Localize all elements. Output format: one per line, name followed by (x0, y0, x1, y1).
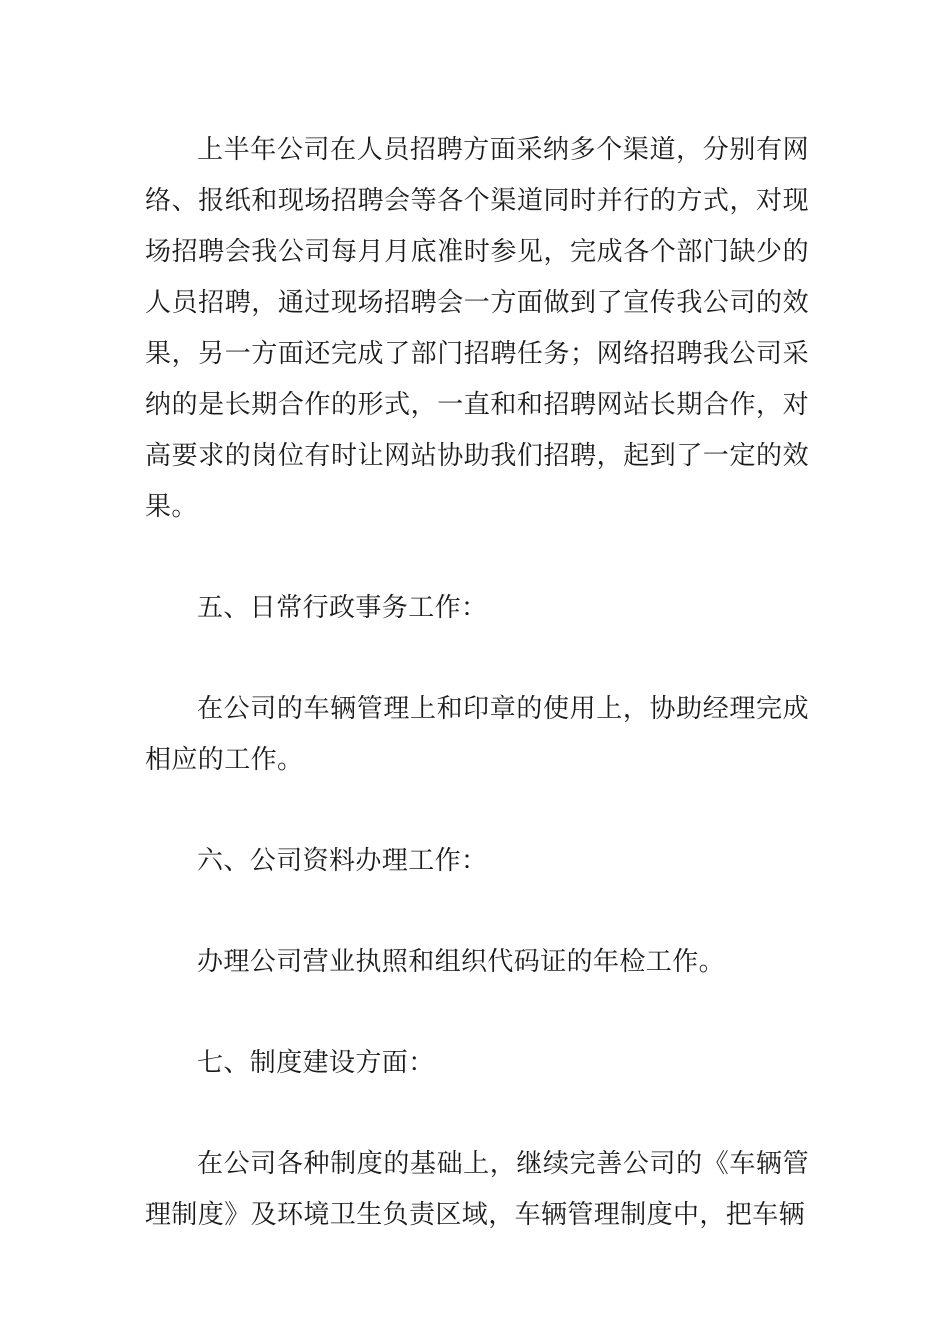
paragraph-spacer (145, 634, 809, 684)
section-heading-system-building: 七、制度建设方面： (197, 1048, 435, 1078)
paragraph-vehicle-seal: 在公司的车辆管理上和印章的使用上，协助经理完成相应的工作。 (145, 694, 809, 775)
paragraph-license-inspection: 办理公司营业执照和组织代码证的年检工作。 (197, 947, 726, 977)
paragraph-spacer (145, 988, 809, 1038)
section-heading-documents: 六、公司资料办理工作： (197, 846, 488, 876)
section-heading-admin-affairs: 五、日常行政事务工作： (197, 593, 488, 623)
paragraph-spacer (145, 533, 809, 583)
paragraph-system-improvement: 在公司各种制度的基础上，继续完善公司的《车辆管理制度》及环境卫生负责区域，车辆管理制度中，把车辆 (145, 1149, 809, 1230)
paragraph-spacer (145, 1089, 809, 1139)
document-page (145, 125, 809, 1241)
paragraph-spacer (145, 786, 809, 836)
paragraph-spacer (145, 887, 809, 937)
paragraph-recruitment: 上半年公司在人员招聘方面采纳多个渠道，分别有网络、报纸和现场招聘会等各个渠道同时并行的方式，对现场招聘会我公司每月月底准时参见，完成各个部门缺少的人员招聘，通过现场招聘会一方面做到了宣传我公司的效果，另一方面还完成了部门招聘任务；网络招聘我公司采纳的是长期合作的形式，一直和和招聘网站长期合作，对高要求的岗位有时让网站协助我们招聘，起到了一定的效果。 (145, 135, 809, 522)
